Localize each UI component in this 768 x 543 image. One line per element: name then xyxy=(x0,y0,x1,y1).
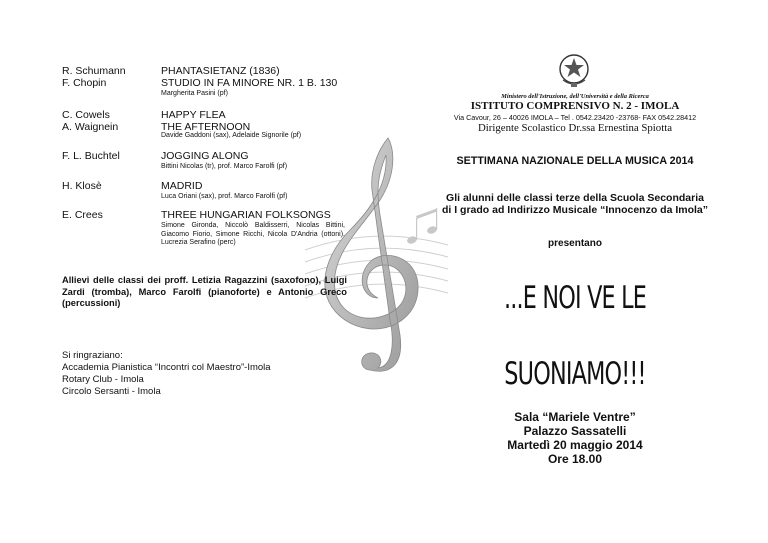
venue-line-1: Sala “Mariele Ventre” xyxy=(514,410,636,424)
composer-3: F. L. Buchtel xyxy=(62,150,120,162)
thanks-line-2: Rotary Club - Imola xyxy=(62,374,144,385)
event-time: Ore 18.00 xyxy=(547,452,603,466)
school-name: ISTITUTO COMPRENSIVO N. 2 - IMOLA xyxy=(470,100,680,112)
performers-4: Luca Oriani (sax), prof. Marco Farolfi (pf) xyxy=(161,193,288,200)
piece-1: PHANTASIETANZ (1836) STUDIO IN FA MINORE NR. 1 B. 130 xyxy=(161,65,338,89)
presentano: presentano xyxy=(548,238,602,249)
composer-4: H. Klosè xyxy=(62,180,102,192)
piece-5: THREE HUNGARIAN FOLKSONGS xyxy=(161,209,331,221)
treble-clef-icon xyxy=(300,130,450,395)
dirigente: Dirigente Scolastico Dr.ssa Ernestina Spiotta xyxy=(477,122,672,134)
school-address: Via Cavour, 26 – 40026 IMOLA – Tel . 0542.23420 -23768- FAX 0542.28412 xyxy=(453,113,697,122)
title-line-1: ...E NOI VE LE xyxy=(503,280,647,316)
piece-4: MADRID xyxy=(161,180,203,192)
venue-line-2: Palazzo Sassatelli xyxy=(523,424,627,438)
composer-2: C. Cowels A. Waignein xyxy=(62,109,119,133)
piece-2: HAPPY FLEA THE AFTERNOON xyxy=(161,109,251,133)
performers-2: Davide Gaddoni (sax), Adelaide Signorile (pf) xyxy=(161,132,302,139)
intro-line-1: Gli alunni delle classi terze della Scuola Secondaria xyxy=(446,192,704,204)
teachers-note: Allievi delle classi dei proff. Letizia Ragazzini (saxofono), Luigi Zardi (tromba), Marco Farolfi (pianoforte) e Antonio Greco (percussioni) xyxy=(62,275,347,308)
composer-5: E. Crees xyxy=(62,209,103,221)
event-date: Martedì 20 maggio 2014 xyxy=(507,438,643,452)
title-line-2: SUONIAMO!!! xyxy=(504,356,646,392)
performers-5: Simone Gironda, Niccolò Baldisserri, Nicolas Bittini, Giacomo Fiorio, Simone Ricchi, Nicola D'Andria (ottoni), Lucrezia Serafino (perc) xyxy=(161,222,345,246)
performers-1: Margherita Pasini (pf) xyxy=(161,90,228,97)
event-week: SETTIMANA NAZIONALE DELLA MUSICA 2014 xyxy=(456,155,694,167)
intro-line-2: di I grado ad Indirizzo Musicale “Innocenzo da Imola” xyxy=(441,204,709,216)
composer-1: R. Schumann F. Chopin xyxy=(62,65,126,89)
thanks-line-3: Circolo Sersanti - Imola xyxy=(62,386,161,397)
performers-3: Bittini Nicolas (tr), prof. Marco Farolfi (pf) xyxy=(161,163,288,170)
thanks-heading: Si ringraziano: xyxy=(62,350,123,361)
thanks-line-1: Accademia Pianistica “Incontri col Maestro”-Imola xyxy=(62,362,271,373)
piece-3: JOGGING ALONG xyxy=(161,150,249,162)
ministry-line: Ministero dell'Istruzione, dell'Università e della Ricerca xyxy=(501,93,649,100)
republic-emblem-icon xyxy=(558,52,590,90)
